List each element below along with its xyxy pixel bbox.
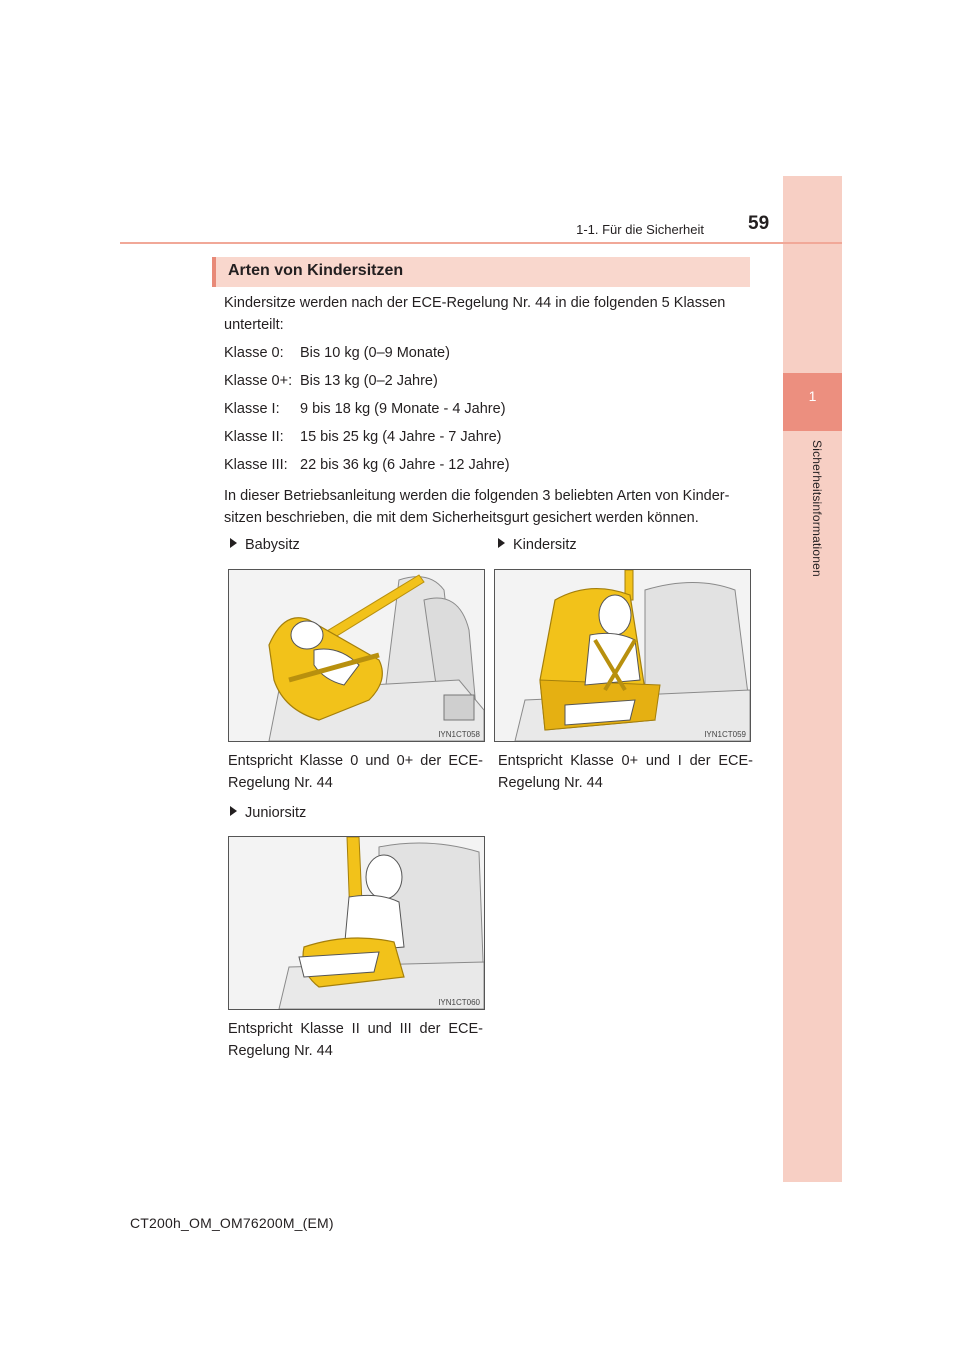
header-rule xyxy=(120,242,842,244)
section-title: Arten von Kindersitzen xyxy=(228,262,404,279)
figure-code: IYN1CT059 xyxy=(704,730,746,739)
babysitz-caption: Entspricht Klasse 0 und 0+ der ECE-Regelung Nr. 44 xyxy=(228,753,483,791)
bullet-triangle-icon xyxy=(230,806,237,816)
section-heading-bar xyxy=(212,257,750,287)
chapter-number: 1 xyxy=(808,388,817,404)
class-label: Klasse 0+: xyxy=(224,373,293,389)
intro-paragraph: Kindersitze werden nach der ECE-Regelung Nr. 44 in die folgenden 5 Klassen unterteilt: xyxy=(224,295,726,333)
class-value: Bis 10 kg (0–9 Monate) xyxy=(300,345,450,361)
seat-heading-juniorsitz: Juniorsitz xyxy=(230,805,306,821)
juniorsitz-caption: Entspricht Klasse II und III der ECE-Regelung Nr. 44 xyxy=(228,1021,483,1059)
document-code: CT200h_OM_OM76200M_(EM) xyxy=(130,1215,334,1231)
description-paragraph: In dieser Betriebsanleitung werden die folgenden 3 beliebten Arten von Kinder-sitzen beschrieben, die mit dem Sicherheitsgurt gesichert werden können. xyxy=(224,488,730,526)
class-label: Klasse I: xyxy=(224,401,280,417)
seat-heading-kindersitz: Kindersitz xyxy=(498,537,577,553)
class-value: 15 bis 25 kg (4 Jahre - 7 Jahre) xyxy=(300,429,502,445)
bullet-triangle-icon xyxy=(230,538,237,548)
bullet-triangle-icon xyxy=(498,538,505,548)
class-label: Klasse 0: xyxy=(224,345,284,361)
class-label: Klasse III: xyxy=(224,457,288,473)
figure-code: IYN1CT058 xyxy=(438,730,480,739)
class-value: 9 bis 18 kg (9 Monate - 4 Jahre) xyxy=(300,401,506,417)
kindersitz-caption: Entspricht Klasse 0+ und I der ECE-Regelung Nr. 44 xyxy=(498,753,753,791)
chapter-title: Sicherheitsinformationen xyxy=(810,440,824,577)
class-value: Bis 13 kg (0–2 Jahre) xyxy=(300,373,438,389)
class-label: Klasse II: xyxy=(224,429,284,445)
figure-code: IYN1CT060 xyxy=(438,998,480,1007)
juniorsitz-illustration xyxy=(228,836,485,1010)
class-value: 22 bis 36 kg (6 Jahre - 12 Jahre) xyxy=(300,457,510,473)
side-chapter-tab xyxy=(783,176,842,1182)
kindersitz-illustration xyxy=(494,569,751,742)
page-number: 59 xyxy=(748,213,770,234)
babysitz-illustration xyxy=(228,569,485,742)
seat-heading-babysitz: Babysitz xyxy=(230,537,300,553)
running-header: 1-1. Für die Sicherheit xyxy=(576,222,704,237)
